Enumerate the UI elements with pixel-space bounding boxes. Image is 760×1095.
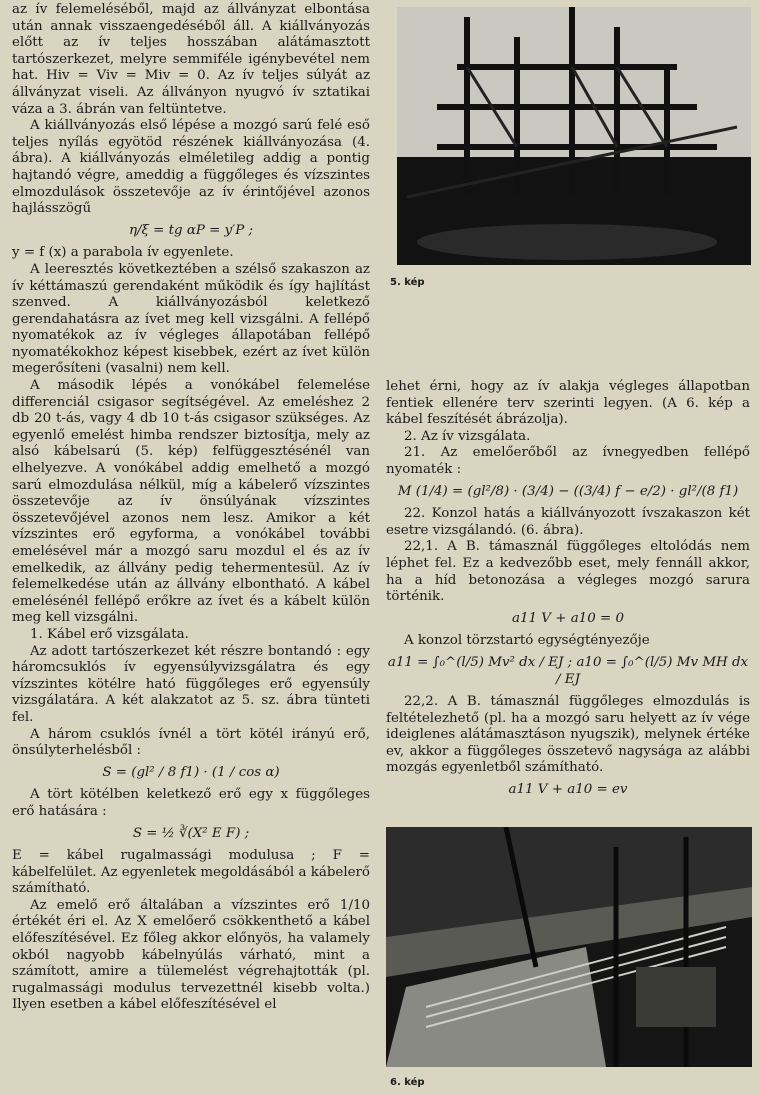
- paragraph: 22,2. A B. támasznál függőleges elmozdulás is feltételezhető (pl. ha a mozgó saru helyett az ív vége ideiglenes alátámasztáson nyugszik), melynek értéke ev, akkor a függőleges összetevő nagysága az alábbi mozgás egyenletből számítható.: [386, 694, 750, 776]
- equation: M (1/4) = (gl²/8) · (3/4) − ((3/4) f − e/2) · gl²/(8 f1): [397, 483, 739, 499]
- photo-caption: 6. kép: [390, 1077, 425, 1088]
- paragraph: A kiállványozás első lépése a mozgó sarú felé eső teljes nyílás egyötöd részének kiállványozása (4. ábra). A kiállványozás elméletileg addig a pontig hajtandó végre, ameddig a függőleges és vízszintes elmozdulások összetevője az ív érintőjével azonos hajlásszögű: [12, 118, 370, 217]
- equation: η/ξ = tg αP = y′P ;: [128, 222, 254, 238]
- paragraph: az ív felemeléséből, majd az állványzat elbontása után annak visszaengedéséből áll. A kiállványozás előtt az ív teljes hosszában alátámasztott tartószerkezet, melyre semmiféle igénybevétel nem hat. Hiv = Viv = Miv = 0. Az ív teljes súlyát az állványzat viseli. Az állványon nyugvó ív sztatikai váza a 3. ábrán van feltüntetve.: [12, 2, 370, 117]
- section-heading: 1. Kábel erő vizsgálata.: [30, 626, 189, 642]
- paragraph: 22,1. A B. támasznál függőleges eltolódás nem léphet fel. Ez a kedvezőbb eset, mely fennáll akkor, ha a híd betonozása a végleges mozgó sarura történik.: [386, 539, 750, 605]
- paragraph: 22. Konzol hatás a kiállványozott ívszakaszon két esetre vizsgálandó. (6. ábra).: [386, 506, 750, 538]
- paragraph: A leeresztés következtében a szélső szakaszon az ív kéttámaszú gerendaként működik és így hajlítást szenved. A kiállványozásból keletkező gerendahatásra az ívet meg kell vizsgálni. A fellépő nyomatékok az ív végleges állapotában fellépő nyomatékokhoz képest kisebbek, ezért az ívet külön megerősíteni (vasalni) nem kell.: [12, 261, 370, 377]
- paragraph: A konzol törzstartó egységtényezője: [404, 633, 650, 649]
- right-column: [386, 379, 750, 805]
- photo-caption: 5. kép: [390, 277, 425, 288]
- paragraph: A tört kötélben keletkező erő egy x függőleges erő hatására :: [12, 787, 370, 819]
- paragraph: E = kábel rugalmassági modulusa ; F = kábelfelület. Az egyenletek megoldásából a kábelerő számítható.: [12, 848, 370, 897]
- scaffolding-photo: [397, 7, 751, 265]
- paragraph: A három csuklós ívnél a tört kötél irányú erő, önsúlyterhelésből :: [12, 726, 370, 759]
- equation: a11 = ∫₀^(l/5) Mv² dx / EJ ; a10 = ∫₀^(l/5) Mv MH dx / EJ: [387, 654, 749, 687]
- paragraph: lehet érni, hogy az ív alakja végleges állapotban fentiek ellenére terv szerinti legyen. (A 6. kép a kábel feszítését ábrázolja).: [386, 379, 750, 428]
- paragraph: y = f (x) a parabola ív egyenlete.: [12, 245, 234, 261]
- equation: a11 V + a10 = ev: [508, 782, 628, 798]
- cable-tensioning-photo: [386, 827, 752, 1067]
- paragraph: Az adott tartószerkezet két részre bontandó : egy háromcsuklós ív egyensúlyvizsgálatra és egy vízszintes kötélre ható függőleges erő egyensúly vizsgálatára. A két alakzatot az 5. sz. ábra tünteti fel.: [12, 643, 370, 725]
- paragraph: Az emelő erő általában a vízszintes erő 1/10 értékét éri el. Az X emelőerő csökkenthető a kábel előfeszítésével. Ez főleg akkor előnyös, ha valamely okból nagyobb kábelnyúlás várható, mint a számított, amire a tülemelést végrehajtották (pl. rugalmassági modulus tervezettnél kisebb volta.) Ilyen esetben a kábel előfeszítésével el: [12, 897, 370, 1013]
- left-column: [12, 2, 370, 1014]
- paragraph: A második lépés a vonókábel felemelése differenciál csigasor segítségével. Az emeléshez 2 db 20 t-ás, vagy 4 db 10 t-ás csigasor szükséges. Az egyenlő emelést himba rendszer biztosítja, mely az alsó kábelsarú (5. kép) felfüggesztésénél van elhelyezve. A vonókábel addig emelhető a mozgó sarú elmozdulása nélkül, míg a kábelerő vízszintes összetevője az ív önsúlyának vízszintes összetevőjével azonos nem lesz. Amikor a két vízszintes erő egyforma, a vonókábel további emelésével már a mozgó saru mozdul el és az ív emelkedik, az állvány pedig tehermentesül. Az ív felemelkedése után az állvány elbontható. A kábel emelésénél fellépő erőkre az ívet és a kábelt külön meg kell vizsgálni.: [12, 378, 370, 626]
- equation: a11 V + a10 = 0: [512, 610, 624, 626]
- equation: S = (gl² / 8 f1) · (1 / cos α): [102, 764, 280, 780]
- section-heading: 2. Az ív vizsgálata.: [404, 428, 531, 444]
- paragraph: 21. Az emelőerőből az ívnegyedben fellépő nyomaték :: [386, 445, 750, 477]
- equation: S = ½ ∛(X² E F) ;: [132, 825, 250, 841]
